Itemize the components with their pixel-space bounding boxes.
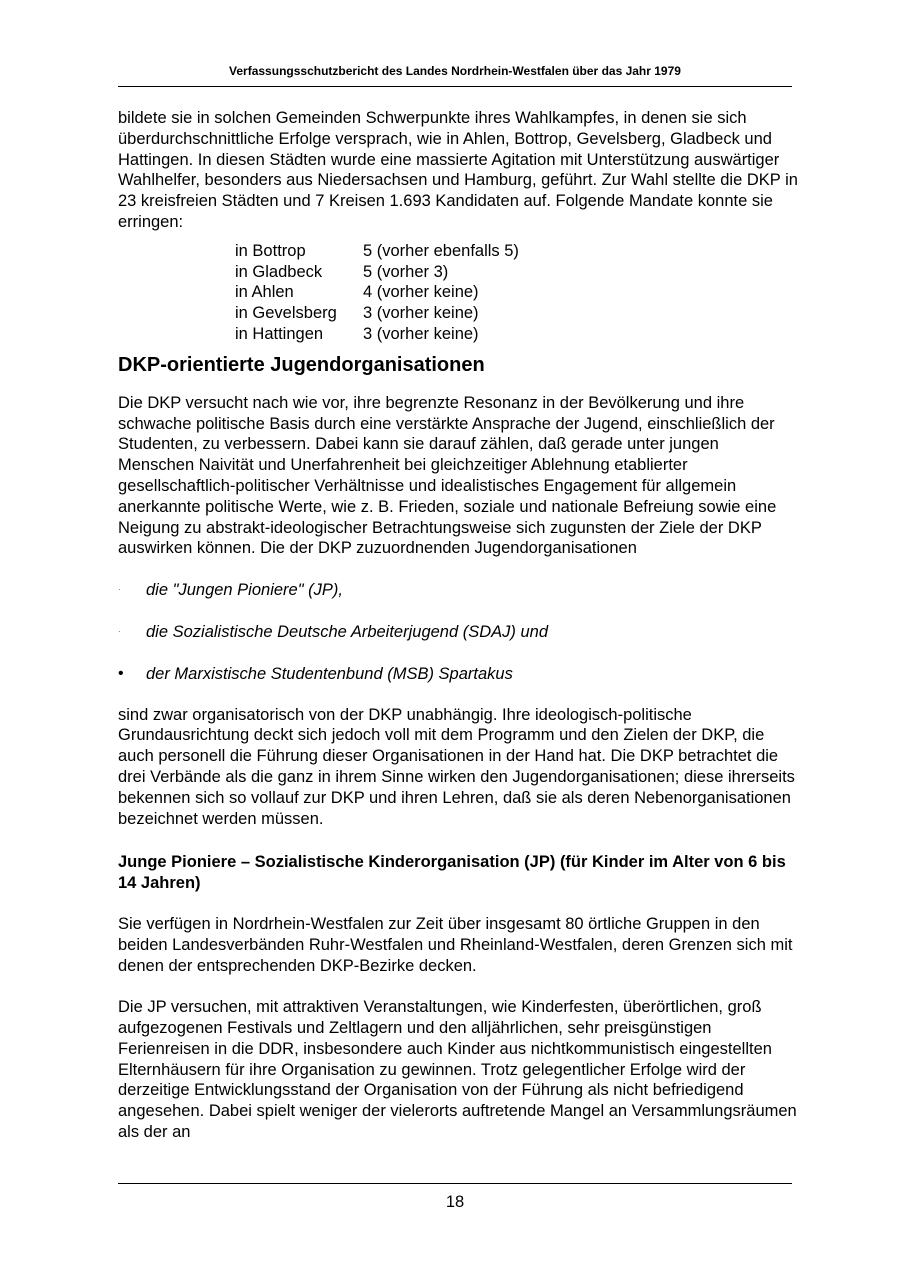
header-rule (118, 86, 792, 87)
mandate-table (235, 241, 519, 345)
mandate-place: in Ahlen (235, 283, 294, 302)
youth-paragraph-1: Die DKP versucht nach wie vor, ihre begrenzte Resonanz in der Bevölkerung und ihre schwache politische Basis durch eine verstärkte Ansprache der Jugend, einschließlich der Studenten, zu verbessern. Dabei kann sie darauf zählen, daß gerade unter jungen Menschen Naivität und Unerfahrenheit bei gleichzeitiger Ablehnung etablierter gesellschaftlich-politischer Verhältnisse und idealistisches Engagement für allgemein anerkannte politische Werte, wie z. B. Frieden, soziale und nationale Befreiung sowie eine Neigung zu abstrakt-ideologischer Betrachtungsweise sich zugunsten der Ziele der DKP auswirken können. Die der DKP zuzuordnenden Jugendorganisationen (118, 393, 777, 558)
jp-paragraph-1: Sie verfügen in Nordrhein-Westfalen zur Zeit über insgesamt 80 örtliche Gruppen in den beiden Landesverbänden Ruhr-Westfalen und Rheinland-Westfalen, deren Grenzen sich mit denen der entsprechenden DKP-Bezirke decken. (118, 914, 793, 975)
table-row (235, 241, 519, 262)
table-row (235, 282, 519, 303)
mandate-place: in Bottrop (235, 241, 306, 260)
table-row (235, 303, 519, 324)
intro-paragraph: bildete sie in solchen Gemeinden Schwerpunkte ihres Wahlkampfes, in denen sie sich überdurchschnittliche Erfolge versprach, wie in Ahlen, Bottrop, Gevelsberg, Gladbeck und Hattingen. In diesen Städten wurde eine massierte Agitation mit Unterstützung auswärtiger Wahlhelfer, besonders aus Niedersachsen und Hamburg, geführt. Zur Wahl stellte die DKP in 23 kreisfreien Städten und 7 Kreisen 1.693 Kandidaten auf. Folgende Mandate konnte sie erringen: (118, 109, 798, 231)
organization-text: der Marxistische Studentenbund (MSB) Spartakus (146, 664, 513, 683)
list-item (118, 622, 586, 643)
footer-rule (118, 1183, 792, 1184)
list-item (118, 580, 798, 601)
table-row (235, 324, 519, 345)
organization-list (118, 580, 798, 684)
mandate-place: in Gevelsberg (235, 304, 337, 323)
mandate-result: 5 (vorher 3) (363, 262, 449, 281)
bullet-icon: • (118, 664, 124, 682)
section-heading-youth: DKP-orientierte Jugendorganisationen (118, 353, 485, 376)
section-heading-jp: Junge Pioniere – Sozialistische Kinderorganisation (JP) (für Kinder im Alter von 6 bis 14 Jahren) (118, 853, 786, 893)
bullet-icon: · (118, 626, 121, 636)
list-item (118, 664, 798, 685)
running-header: Verfassungsschutzbericht des Landes Nordrhein-Westfalen über das Jahr 1979 (229, 64, 681, 78)
organization-text: die Sozialistische Deutsche Arbeiterjugend (SDAJ) und (146, 622, 549, 641)
page-body (118, 108, 798, 1143)
page-number: 18 (445, 1193, 465, 1211)
mandate-result: 5 (vorher ebenfalls 5) (363, 241, 519, 260)
mandate-result: 3 (vorher keine) (363, 324, 479, 343)
mandate-result: 4 (vorher keine) (363, 283, 479, 302)
organization-text: die "Jungen Pioniere" (JP), (146, 581, 343, 600)
table-row (235, 262, 519, 283)
bullet-icon: · (118, 585, 121, 595)
mandate-result: 3 (vorher keine) (363, 304, 479, 323)
jp-paragraph-2: Die JP versuchen, mit attraktiven Veranstaltungen, wie Kinderfesten, überörtlichen, groß aufgezogenen Festivals und Zeltlagern und den alljährlichen, sehr preisgünstigen Ferienreisen in die DDR, insbesondere auch Kinder aus nichtkommunistisch eingestellten Elternhäusern für ihre Organisation zu gewinnen. Trotz gelegentlicher Erfolge wird der derzeitige Entwicklungsstand der Organisation von der Führung als nicht befriedigend angesehen. Dabei spielt weniger der vielerorts auftretende Mangel an Versammlungsräumen als der an (118, 998, 797, 1142)
youth-paragraph-2: sind zwar organisatorisch von der DKP unabhängig. Ihre ideologisch-politische Grundausrichtung deckt sich jedoch voll mit dem Programm und den Zielen der DKP, die auch personell die Führung dieser Organisationen in der Hand hat. Die DKP betrachtet die drei Verbände als die ganz in ihrem Sinne wirken den Jugendorganisationen; diese ihrerseits bekennen sich so vollauf zur DKP und ihren Lehren, daß sie als deren Nebenorganisationen bezeichnet werden müssen. (118, 705, 795, 828)
mandate-place: in Hattingen (235, 324, 324, 343)
mandate-place: in Gladbeck (235, 262, 323, 281)
